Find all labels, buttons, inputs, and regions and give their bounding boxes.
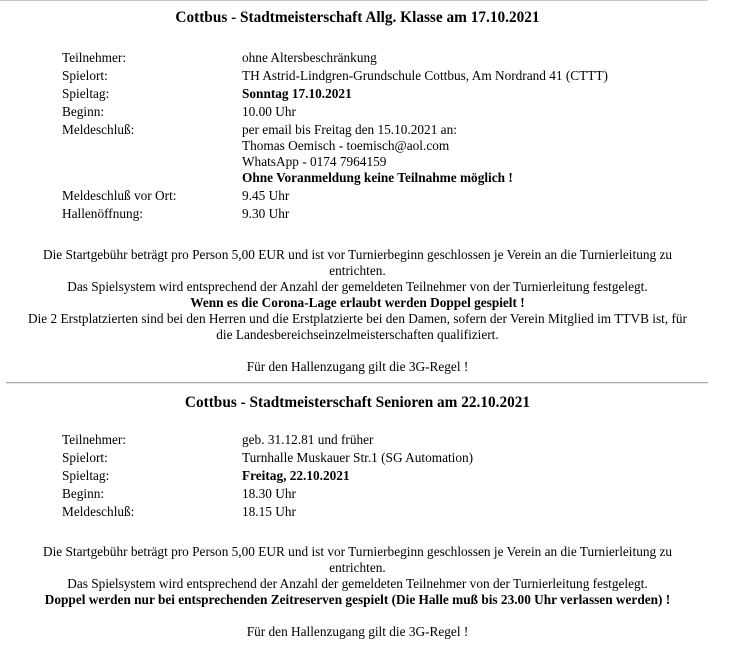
event-notes: [0, 247, 715, 375]
note-line: entrichten.: [329, 263, 386, 278]
registration-contact-whatsapp: WhatsApp - 0174 7964159: [242, 154, 387, 169]
info-row-venue: [58, 68, 612, 86]
event-notes: [0, 544, 715, 640]
info-label: Teilnehmer:: [62, 432, 127, 447]
note-line: entrichten.: [329, 560, 386, 575]
info-label: Spieltag:: [62, 86, 110, 101]
info-label: Spieltag:: [62, 468, 110, 483]
note-line-3g-rule: Für den Hallenzugang gilt die 3G-Regel !: [246, 359, 469, 374]
note-line: Das Spielsystem wird entsprechend der Anzahl der gemeldeten Teilnehmer von der Turnierleitung festgelegt.: [67, 279, 648, 294]
event-section-seniors: [0, 393, 715, 639]
info-row-participants: [58, 432, 477, 450]
info-label: Meldeschluß vor Ort:: [62, 188, 177, 203]
event-info-table: [58, 432, 477, 522]
info-value: [238, 122, 612, 188]
event-info-table: [58, 50, 612, 224]
info-value: 18.15 Uhr: [242, 504, 296, 519]
event-title: Cottbus - Stadtmeisterschaft Allg. Klasse am 17.10.2021: [175, 9, 540, 26]
info-value: 10.00 Uhr: [242, 104, 296, 119]
info-value: geb. 31.12.81 und früher: [242, 432, 374, 447]
note-line: Die 2 Erstplatzierten sind bei den Herren und die Erstplatzierte bei den Damen, sofern der Verein Mitglied im TTVB ist, für: [28, 311, 687, 326]
info-row-match-day: [58, 468, 477, 486]
info-row-registration-deadline: [58, 504, 477, 522]
note-line-doubles: Wenn es die Corona-Lage erlaubt werden Doppel gespielt !: [190, 295, 525, 310]
info-row-participants: [58, 50, 612, 68]
info-value: TH Astrid-Lindgren-Grundschule Cottbus, Am Nordrand 41 (CTTT): [242, 68, 608, 83]
info-row-start: [58, 486, 477, 504]
note-line: Das Spielsystem wird entsprechend der Anzahl der gemeldeten Teilnehmer von der Turnierleitung festgelegt.: [67, 576, 648, 591]
info-label: Beginn:: [62, 486, 105, 501]
info-label: Meldeschluß:: [62, 122, 135, 137]
registration-contact-email: Thomas Oemisch - toemisch@aol.com: [242, 138, 450, 153]
registration-warning: Ohne Voranmeldung keine Teilnahme möglich !: [242, 170, 513, 185]
info-value: 9.30 Uhr: [242, 206, 290, 221]
info-row-venue: [58, 450, 477, 468]
note-line: Die Startgebühr beträgt pro Person 5,00 EUR und ist vor Turnierbeginn geschlossen je Verein an die Turnierleitung zu: [42, 544, 673, 559]
info-label: Meldeschluß:: [62, 504, 135, 519]
info-label: Hallenöffnung:: [62, 206, 143, 221]
registration-line: per email bis Freitag den 15.10.2021 an:: [242, 122, 457, 137]
note-line-doubles: Doppel werden nur bei entsprechenden Zeitreserven gespielt (Die Halle muß bis 23.00 Uhr verlassen werden) !: [44, 592, 671, 607]
info-value: Turnhalle Muskauer Str.1 (SG Automation): [242, 450, 474, 465]
info-value: Freitag, 22.10.2021: [242, 468, 350, 483]
note-line: Die Startgebühr beträgt pro Person 5,00 EUR und ist vor Turnierbeginn geschlossen je Verein an die Turnierleitung zu: [42, 247, 673, 262]
info-row-onsite-deadline: [58, 188, 612, 206]
info-value: ohne Altersbeschränkung: [242, 50, 377, 65]
info-value: 18.30 Uhr: [242, 486, 296, 501]
info-row-hall-opening: [58, 206, 612, 224]
info-label: Teilnehmer:: [62, 50, 127, 65]
top-divider: [0, 0, 708, 1]
note-line: die Landesbereichseinzelmeisterschaften qualifiziert.: [216, 327, 499, 342]
info-label: Beginn:: [62, 104, 105, 119]
info-value: 9.45 Uhr: [242, 188, 290, 203]
info-row-match-day: [58, 86, 612, 104]
info-row-start: [58, 104, 612, 122]
event-title: Cottbus - Stadtmeisterschaft Senioren am 22.10.2021: [184, 394, 531, 411]
section-divider: [6, 382, 708, 384]
info-label: Spielort:: [62, 450, 108, 465]
info-value: Sonntag 17.10.2021: [242, 86, 352, 101]
note-line-3g-rule: Für den Hallenzugang gilt die 3G-Regel !: [246, 624, 469, 639]
info-label: Spielort:: [62, 68, 108, 83]
event-section-general: [0, 8, 715, 374]
info-row-registration-deadline: [58, 122, 612, 188]
